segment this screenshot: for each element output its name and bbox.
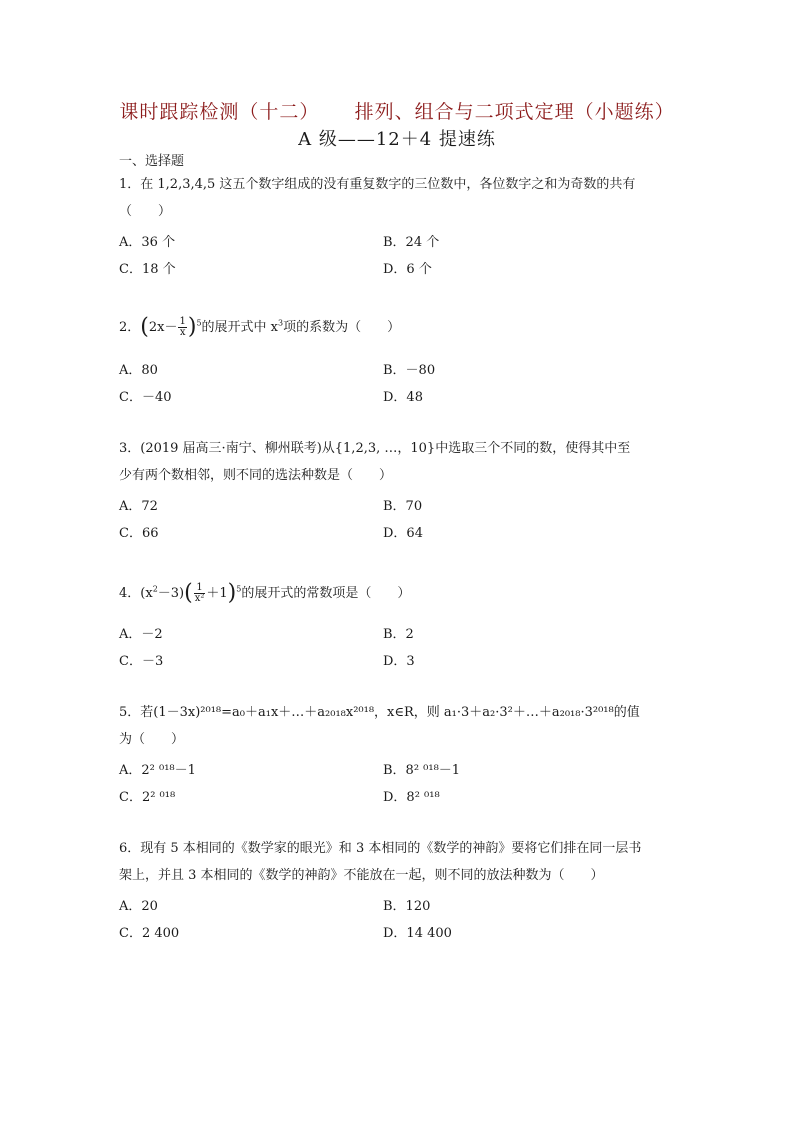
- question-3-option-d: D．64: [383, 526, 423, 541]
- question-2-stem: 2．(2x－ $\frac{1}{x}$ )$^5$的展开式中 $x^3$项的系数为（ ）: [119, 314, 401, 340]
- question-4-exponent: 5: [236, 584, 242, 594]
- page-subtitle: A 级——12＋4 提速练: [298, 129, 496, 150]
- question-6-option-b: B．120: [383, 899, 431, 914]
- question-2-fraction: [178, 317, 186, 338]
- question-1-line-1: 1．在 1,2,3,4,5 这五个数字组成的没有重复数字的三位数中，各位数字之和为奇数的共有: [119, 177, 636, 192]
- question-4-power: 2: [152, 584, 158, 594]
- fraction-denominator: x: [179, 327, 186, 338]
- question-3-option-a: A．72: [119, 499, 158, 514]
- question-5-option-b: B．8² ⁰¹⁸－1: [383, 763, 461, 778]
- question-6-option-d: D．14 400: [383, 926, 452, 941]
- title-right: 排列、组合与二项式定理（小题练）: [354, 101, 675, 123]
- question-3-option-b: B．70: [383, 499, 423, 514]
- fraction-numerator: 1: [179, 316, 186, 327]
- question-1-option-a: A．36 个: [119, 235, 176, 250]
- question-2-option-b: B．－80: [383, 363, 436, 378]
- question-2-text-end: 项的系数为（ ）: [283, 320, 401, 335]
- fraction-denominator: x²: [194, 593, 205, 604]
- question-4-fraction: [194, 583, 206, 604]
- question-2-option-c: C．－40: [119, 390, 172, 405]
- question-4-option-a: A．－2: [119, 627, 163, 642]
- question-2-exponent: 5: [196, 318, 202, 328]
- question-3-line-1: 3．(2019 届高三·南宁、柳州联考)从{1,2,3, …，10}中选取三个不同的数，使得其中至: [119, 441, 631, 456]
- question-2-number: 2．: [119, 320, 141, 335]
- question-4-option-c: C．－3: [119, 654, 164, 669]
- title-left: 课时跟踪检测（十二）: [119, 101, 320, 123]
- question-1-line-2: （ ）: [119, 204, 172, 219]
- question-3-option-c: C．66: [119, 526, 159, 541]
- question-2-power: 3: [278, 318, 284, 328]
- question-4-option-d: D．3: [383, 654, 415, 669]
- section-heading: 一、选择题: [119, 154, 185, 169]
- question-4-option-b: B．2: [383, 627, 414, 642]
- question-4-number: 4．(x: [119, 586, 153, 601]
- question-4-stem: 4．$(x^2-3)$( $\frac{1}{\text{x²}}$ ＋1)$^5$的展开式的常数项是（ ）: [119, 580, 411, 606]
- question-2-option-a: A．80: [119, 363, 158, 378]
- question-6-option-a: A．20: [119, 899, 158, 914]
- question-5-line-2: 为（ ）: [119, 732, 185, 747]
- question-6-option-c: C．2 400: [119, 926, 180, 941]
- question-5-line-1: 5．若(1－3x)²⁰¹⁸=a₀＋a₁x＋…＋a₂₀₁₈x²⁰¹⁸，x∈R，则 a₁·3＋a₂·3²＋…＋a₂₀₁₈·3²⁰¹⁸的值: [119, 705, 640, 720]
- question-1-option-d: D．6 个: [383, 262, 432, 277]
- question-6-line-2: 架上，并且 3 本相同的《数学的神韵》不能放在一起，则不同的放法种数为（ ）: [119, 868, 604, 883]
- question-5-option-a: A．2² ⁰¹⁸－1: [119, 763, 196, 778]
- question-2-option-d: D．48: [383, 390, 423, 405]
- question-6-line-1: 6．现有 5 本相同的《数学家的眼光》和 3 本相同的《数学的神韵》要将它们排在同一层书: [119, 841, 642, 856]
- question-5-option-c: C．2² ⁰¹⁸: [119, 790, 176, 805]
- question-2-text: 的展开式中 x: [201, 320, 279, 335]
- question-4-text: 的展开式的常数项是（ ）: [241, 586, 411, 601]
- question-5-option-d: D．8² ⁰¹⁸: [383, 790, 440, 805]
- page-title: [0, 97, 794, 124]
- question-3-line-2: 少有两个数相邻，则不同的选法种数是（ ）: [119, 468, 393, 483]
- question-4-plus: ＋1: [206, 586, 228, 601]
- question-2-expr: 2x－: [148, 320, 178, 335]
- question-1-option-c: C．18 个: [119, 262, 176, 277]
- fraction-numerator: 1: [194, 583, 206, 594]
- question-4-expr: －3): [157, 586, 185, 601]
- question-1-option-b: B．24 个: [383, 235, 440, 250]
